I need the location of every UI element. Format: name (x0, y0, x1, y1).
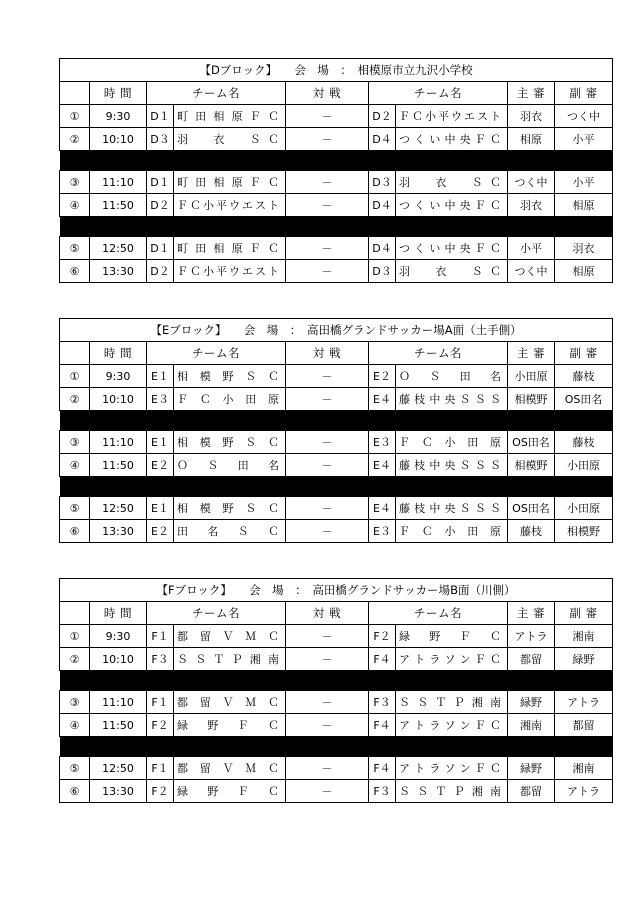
match-time: 10:10 (90, 128, 147, 151)
team2-name: 藤枝中央ＳＳＳ (396, 497, 508, 520)
team1-name: ＯＳ田名 (174, 454, 286, 477)
team1-name: 都留ＶＭＣ (174, 625, 286, 648)
team2-code: D３ (369, 260, 396, 283)
team1-code: E２ (147, 454, 174, 477)
header-no (60, 342, 90, 365)
referee: 相原 (508, 128, 555, 151)
assistant-referee: アトラ (555, 691, 613, 714)
versus-mark: － (286, 388, 369, 411)
referee: 都留 (508, 780, 555, 803)
team1-name: 都留ＶＭＣ (174, 691, 286, 714)
match-time: 13:30 (90, 260, 147, 283)
team2-code: F４ (369, 648, 396, 671)
header-team1: チーム名 (147, 342, 286, 365)
break-bar (60, 217, 613, 237)
referee: 都留 (508, 648, 555, 671)
match-row (60, 497, 613, 520)
match-row (60, 625, 613, 648)
block-title-row (60, 319, 613, 342)
match-number: ⑥ (60, 780, 90, 803)
match-number: ⑥ (60, 520, 90, 543)
versus-mark: － (286, 648, 369, 671)
team1-name: ＦＣ小平ウエスト (174, 194, 286, 217)
referee: 湘南 (508, 714, 555, 737)
match-time: 12:50 (90, 757, 147, 780)
header-referee: 主 審 (508, 82, 555, 105)
match-number: ③ (60, 691, 90, 714)
block-e (59, 318, 612, 543)
referee: 羽衣 (508, 194, 555, 217)
match-time: 12:50 (90, 237, 147, 260)
match-number: ③ (60, 171, 90, 194)
match-number: ④ (60, 714, 90, 737)
referee: 小平 (508, 237, 555, 260)
match-number: ② (60, 128, 90, 151)
team2-name: つくい中央ＦＣ (396, 237, 508, 260)
block-title-row (60, 59, 613, 82)
team2-name: 藤枝中央ＳＳＳ (396, 388, 508, 411)
match-row (60, 237, 613, 260)
match-time: 9:30 (90, 365, 147, 388)
match-time: 9:30 (90, 625, 147, 648)
match-number: ⑤ (60, 237, 90, 260)
versus-mark: － (286, 454, 369, 477)
header-referee: 主 審 (508, 342, 555, 365)
header-time: 時 間 (90, 602, 147, 625)
match-time: 13:30 (90, 780, 147, 803)
match-row (60, 691, 613, 714)
header-team2: チーム名 (369, 82, 508, 105)
assistant-referee: 都留 (555, 714, 613, 737)
versus-mark: － (286, 260, 369, 283)
team1-code: F３ (147, 648, 174, 671)
assistant-referee: 藤枝 (555, 431, 613, 454)
break-bar-cell (60, 217, 613, 237)
team1-name: ＦＣ小平ウエスト (174, 260, 286, 283)
match-row (60, 780, 613, 803)
match-row (60, 260, 613, 283)
header-vs: 対 戦 (286, 82, 369, 105)
header-team1: チーム名 (147, 602, 286, 625)
team2-code: D４ (369, 128, 396, 151)
header-team2: チーム名 (369, 602, 508, 625)
team2-code: F３ (369, 691, 396, 714)
team1-name: 町田相原ＦＣ (174, 237, 286, 260)
team2-code: E４ (369, 454, 396, 477)
team1-code: F１ (147, 691, 174, 714)
match-number: ② (60, 388, 90, 411)
header-vs: 対 戦 (286, 342, 369, 365)
match-time: 9:30 (90, 105, 147, 128)
match-time: 11:50 (90, 714, 147, 737)
team1-code: E１ (147, 497, 174, 520)
team1-code: F１ (147, 757, 174, 780)
match-number: ① (60, 365, 90, 388)
team1-code: E１ (147, 365, 174, 388)
break-bar-cell (60, 411, 613, 431)
versus-mark: － (286, 431, 369, 454)
versus-mark: － (286, 194, 369, 217)
referee: OS田名 (508, 497, 555, 520)
versus-mark: － (286, 780, 369, 803)
team1-code: D３ (147, 128, 174, 151)
team1-code: F２ (147, 780, 174, 803)
break-bar (60, 477, 613, 497)
team1-code: D１ (147, 105, 174, 128)
match-number: ③ (60, 431, 90, 454)
assistant-referee: つく中 (555, 105, 613, 128)
referee: 緑野 (508, 691, 555, 714)
team1-name: 町田相原ＦＣ (174, 171, 286, 194)
assistant-referee: アトラ (555, 780, 613, 803)
team2-name: ＳＳＴＰ湘南 (396, 780, 508, 803)
block-title: 【Dブロック】 会 場 ： 相模原市立九沢小学校 (60, 59, 613, 82)
schedule-table (59, 318, 613, 543)
versus-mark: － (286, 625, 369, 648)
versus-mark: － (286, 128, 369, 151)
team1-code: E２ (147, 520, 174, 543)
team1-code: F２ (147, 714, 174, 737)
team2-name: 緑野ＦＣ (396, 625, 508, 648)
team2-name: つくい中央ＦＣ (396, 128, 508, 151)
assistant-referee: 小田原 (555, 497, 613, 520)
assistant-referee: 小平 (555, 171, 613, 194)
schedule-table (59, 578, 613, 803)
team2-code: F４ (369, 757, 396, 780)
team1-name: 町田相原ＦＣ (174, 105, 286, 128)
team2-name: 藤枝中央ＳＳＳ (396, 454, 508, 477)
break-bar (60, 411, 613, 431)
team2-code: D２ (369, 105, 396, 128)
match-number: ① (60, 625, 90, 648)
assistant-referee: 緑野 (555, 648, 613, 671)
match-time: 13:30 (90, 520, 147, 543)
match-time: 12:50 (90, 497, 147, 520)
team1-name: ＳＳＴＰ湘南 (174, 648, 286, 671)
match-row (60, 194, 613, 217)
match-row (60, 714, 613, 737)
team2-code: D４ (369, 237, 396, 260)
header-assistant: 副 審 (555, 82, 613, 105)
assistant-referee: 羽衣 (555, 237, 613, 260)
team2-code: E３ (369, 431, 396, 454)
team1-code: D２ (147, 194, 174, 217)
referee: 緑野 (508, 757, 555, 780)
break-bar-cell (60, 151, 613, 171)
match-number: ⑤ (60, 757, 90, 780)
break-bar (60, 151, 613, 171)
referee: 羽衣 (508, 105, 555, 128)
referee: 相模野 (508, 388, 555, 411)
header-assistant: 副 審 (555, 342, 613, 365)
versus-mark: － (286, 691, 369, 714)
header-time: 時 間 (90, 82, 147, 105)
team2-code: F４ (369, 714, 396, 737)
team2-code: E４ (369, 497, 396, 520)
team2-name: つくい中央ＦＣ (396, 194, 508, 217)
match-time: 10:10 (90, 388, 147, 411)
match-time: 10:10 (90, 648, 147, 671)
match-number: ⑤ (60, 497, 90, 520)
team2-name: アトラソンＦＣ (396, 757, 508, 780)
assistant-referee: 湘南 (555, 625, 613, 648)
team2-name: アトラソンＦＣ (396, 714, 508, 737)
assistant-referee: 湘南 (555, 757, 613, 780)
team1-name: 田名ＳＣ (174, 520, 286, 543)
header-row (60, 342, 613, 365)
match-number: ④ (60, 454, 90, 477)
versus-mark: － (286, 497, 369, 520)
match-row (60, 388, 613, 411)
team2-code: E３ (369, 520, 396, 543)
team2-code: D３ (369, 171, 396, 194)
referee: OS田名 (508, 431, 555, 454)
match-row (60, 171, 613, 194)
match-row (60, 365, 613, 388)
match-row (60, 454, 613, 477)
assistant-referee: 相模野 (555, 520, 613, 543)
assistant-referee: OS田名 (555, 388, 613, 411)
team2-code: E２ (369, 365, 396, 388)
match-row (60, 431, 613, 454)
break-bar-cell (60, 477, 613, 497)
team1-code: D１ (147, 171, 174, 194)
break-bar (60, 671, 613, 691)
referee: 相模野 (508, 454, 555, 477)
header-no (60, 602, 90, 625)
match-row (60, 757, 613, 780)
block-d (59, 58, 612, 283)
versus-mark: － (286, 365, 369, 388)
referee: 藤枝 (508, 520, 555, 543)
team2-code: E４ (369, 388, 396, 411)
schedule-table (59, 58, 613, 283)
match-time: 11:50 (90, 454, 147, 477)
team2-code: F２ (369, 625, 396, 648)
header-vs: 対 戦 (286, 602, 369, 625)
versus-mark: － (286, 237, 369, 260)
versus-mark: － (286, 757, 369, 780)
assistant-referee: 小平 (555, 128, 613, 151)
team2-name: ＯＳ田名 (396, 365, 508, 388)
assistant-referee: 相原 (555, 260, 613, 283)
team1-name: 相模野ＳＣ (174, 365, 286, 388)
match-time: 11:10 (90, 171, 147, 194)
match-row (60, 128, 613, 151)
team1-code: D１ (147, 237, 174, 260)
match-row (60, 520, 613, 543)
team1-name: 都留ＶＭＣ (174, 757, 286, 780)
block-title-row (60, 579, 613, 602)
team1-code: E３ (147, 388, 174, 411)
team1-code: E１ (147, 431, 174, 454)
team1-name: 羽 衣 ＳＣ (174, 128, 286, 151)
team1-name: ＦＣ小田原 (174, 388, 286, 411)
team1-name: 相模野ＳＣ (174, 497, 286, 520)
team2-name: ＦＣ小田原 (396, 431, 508, 454)
header-row (60, 82, 613, 105)
break-bar (60, 737, 613, 757)
team2-name: アトラソンＦＣ (396, 648, 508, 671)
header-team1: チーム名 (147, 82, 286, 105)
header-row (60, 602, 613, 625)
team1-name: 緑野ＦＣ (174, 714, 286, 737)
team1-name: 相模野ＳＣ (174, 431, 286, 454)
match-number: ④ (60, 194, 90, 217)
team1-code: D２ (147, 260, 174, 283)
match-time: 11:50 (90, 194, 147, 217)
team2-code: F３ (369, 780, 396, 803)
header-time: 時 間 (90, 342, 147, 365)
block-title: 【Eブロック】 会 場 ： 高田橋グランドサッカー場A面（土手側） (60, 319, 613, 342)
team1-code: F１ (147, 625, 174, 648)
versus-mark: － (286, 105, 369, 128)
header-no (60, 82, 90, 105)
block-title: 【Fブロック】 会 場 ： 高田橋グランドサッカー場B面（川側） (60, 579, 613, 602)
team2-name: ＳＳＴＰ湘南 (396, 691, 508, 714)
team2-name: 羽 衣 ＳＣ (396, 171, 508, 194)
team1-name: 緑野ＦＣ (174, 780, 286, 803)
assistant-referee: 小田原 (555, 454, 613, 477)
versus-mark: － (286, 714, 369, 737)
header-team2: チーム名 (369, 342, 508, 365)
block-f (59, 578, 612, 803)
match-time: 11:10 (90, 431, 147, 454)
header-assistant: 副 審 (555, 602, 613, 625)
team2-name: ＦＣ小平ウエスト (396, 105, 508, 128)
match-row (60, 648, 613, 671)
versus-mark: － (286, 171, 369, 194)
break-bar-cell (60, 671, 613, 691)
match-number: ② (60, 648, 90, 671)
team2-name: ＦＣ小田原 (396, 520, 508, 543)
assistant-referee: 藤枝 (555, 365, 613, 388)
team2-code: D４ (369, 194, 396, 217)
referee: つく中 (508, 260, 555, 283)
referee: 小田原 (508, 365, 555, 388)
team2-name: 羽 衣 ＳＣ (396, 260, 508, 283)
match-number: ⑥ (60, 260, 90, 283)
referee: つく中 (508, 171, 555, 194)
assistant-referee: 相原 (555, 194, 613, 217)
header-referee: 主 審 (508, 602, 555, 625)
match-row (60, 105, 613, 128)
match-time: 11:10 (90, 691, 147, 714)
break-bar-cell (60, 737, 613, 757)
match-number: ① (60, 105, 90, 128)
versus-mark: － (286, 520, 369, 543)
referee: アトラ (508, 625, 555, 648)
